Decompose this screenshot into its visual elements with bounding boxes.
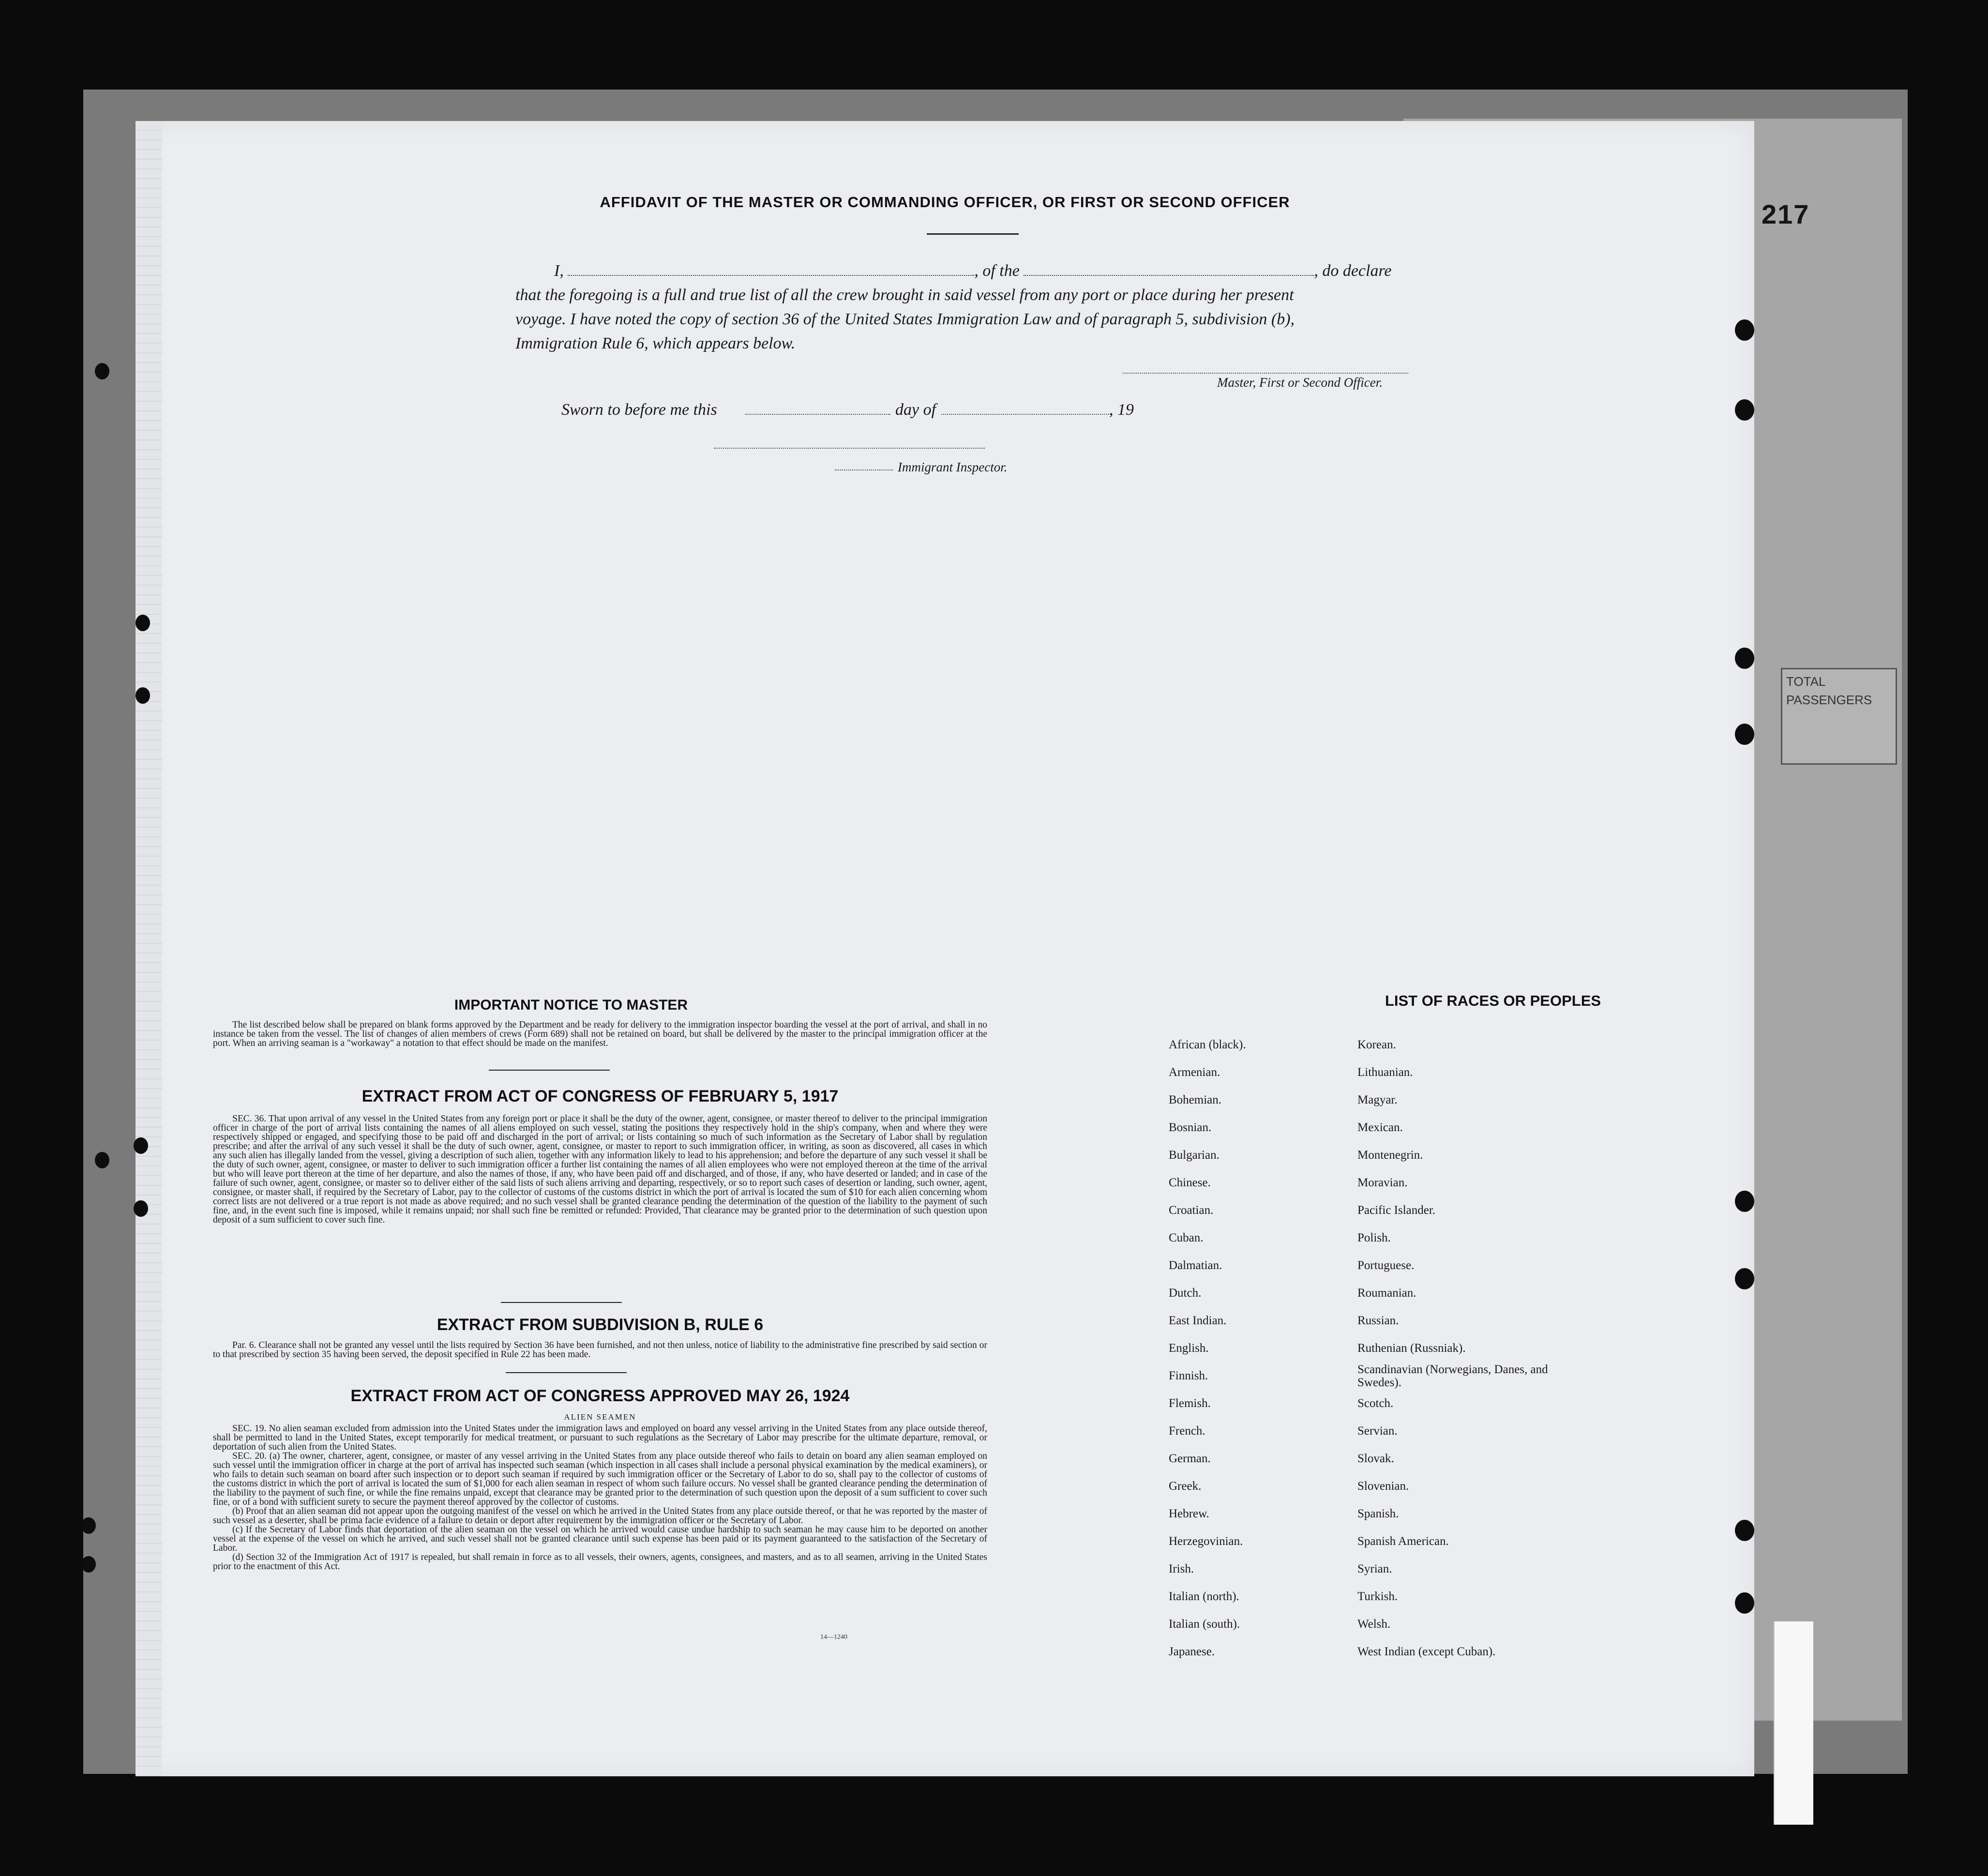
punch-hole: [136, 687, 150, 704]
paper-tab: [1774, 1621, 1813, 1825]
sec20d-paragraph: (d) Section 32 of the Immigration Act of 1917 is repealed, but shall remain in force as to all vessels, their owners, agents, consignees, and masters, and as to all seamen, arriving in the United States prior to the enactment of this Act.: [213, 1552, 987, 1572]
punch-hole: [81, 1556, 96, 1573]
punch-hole: [1735, 648, 1754, 669]
punch-hole: [95, 363, 109, 379]
race-item: Cuban.: [1169, 1231, 1204, 1244]
page-number: 217: [1762, 199, 1810, 229]
affidavit-line-1: [515, 259, 1575, 283]
affidavit-line-2: that the foregoing is a full and true list of all the crew brought in said vessel from any port or place during her present: [515, 286, 1294, 304]
race-item: Polish.: [1357, 1231, 1391, 1244]
total-box-line: PASSENGERS: [1786, 693, 1872, 707]
race-item: Italian (north).: [1169, 1590, 1239, 1603]
alien-seamen-subtitle: [213, 1412, 987, 1422]
race-item: Greek.: [1169, 1480, 1202, 1493]
name-blank[interactable]: [568, 262, 974, 276]
race-item: Irish.: [1169, 1562, 1194, 1575]
race-item: Japanese.: [1169, 1645, 1215, 1658]
race-item: Montenegrin.: [1357, 1149, 1423, 1162]
form-number: 14—1240: [820, 1634, 847, 1641]
act-1924-title: EXTRACT FROM ACT OF CONGRESS APPROVED MAY 26, 1924: [350, 1387, 850, 1405]
affidavit-of-the: , of the: [974, 262, 1020, 280]
section-rule: [489, 1070, 610, 1071]
race-item: Hebrew.: [1169, 1507, 1209, 1520]
rule6-paragraph: Par. 6. Clearance shall not be granted any vessel until the lists required by Section 36 have been furnished, and not then unless, notice of liability to the administrative fine prescribed by said section or to that prescribed by section 35 having been served, the deposit specified in Rule 22 has been made.: [213, 1340, 987, 1360]
affidavit-title: AFFIDAVIT OF THE MASTER OR COMMANDING OFFICER, OR FIRST OR SECOND OFFICER: [600, 194, 1290, 211]
sworn-day-blank[interactable]: [745, 414, 890, 415]
act-1917-paragraph: SEC. 36. That upon arrival of any vessel in the United States from any foreign port or place it shall be the duty of the owner, agent, consignee, or master thereof to deliver to the principal immigration officer in charge of the port of arrival lists containing the names of all aliens employed on such vessel, stating the positions they respectively hold in the ship's company, when and where they were respectively shipped or engaged, and specifying those to be paid off and discharged in the port of arrival; or lists containing so much of such information as the Secretary of Labor shall by regulation prescribe; and after the arrival of any such vessel it shall be the duty of such owner, agent, consignee, or master to report to such immigration officer, in writing, as soon as discovered, all cases in which any such alien has illegally landed from the vessel, giving a description of such alien, together with any information likely to lead to his apprehension; and before the departure of any such vessel it shall be the duty of such owner, agent, consignee, or master to deliver to such immigration officer a further list containing the names of all alien employees who were not employed thereon at the time of the arrival but who will leave port thereon at the time of her departure, and also the names of those, if any, who have been paid off and discharged, and of those, if any, who have deserted or landed; and in case of the failure of such owner, agent, consignee, or master so to deliver either of the said lists of such aliens arriving and departing, respectively, or so to report such cases of desertion or landing, such owner, agent, consignee, or master shall, if required by the Secretary of Labor, pay to the collector of customs of the customs district in which the port of arrival is located the sum of $10 for each alien concerning whom correct lists are not delivered or a true report is not made as above required; and no such vessel shall be granted clearance pending the determination of the question of the liability to the payment of such fine, and, in the event such fine is imposed, while it remains unpaid; nor shall such fine be remitted or refunded: Provided, That clearance may be granted prior to the determination of such question upon deposit of a sum sufficient to cover such fine.: [213, 1114, 987, 1225]
race-item: Syrian.: [1357, 1562, 1392, 1575]
race-item: Mexican.: [1357, 1121, 1403, 1134]
vessel-blank[interactable]: [1024, 262, 1314, 276]
race-item: Scotch.: [1357, 1397, 1394, 1410]
total-box-line: TOTAL: [1786, 674, 1826, 689]
day-of-label: day of: [895, 401, 936, 419]
sworn-month-blank[interactable]: [941, 414, 1111, 415]
race-item: East Indian.: [1169, 1314, 1227, 1327]
punch-hole: [1735, 399, 1754, 421]
punch-hole: [1735, 724, 1754, 745]
race-item: Flemish.: [1169, 1397, 1211, 1410]
race-item: Dalmatian.: [1169, 1259, 1222, 1272]
race-item: Spanish.: [1357, 1507, 1399, 1520]
section-rule: [501, 1302, 622, 1303]
inspector-signature-line[interactable]: [714, 448, 985, 449]
punch-hole: [1735, 1520, 1754, 1541]
race-item: Welsh.: [1357, 1618, 1391, 1631]
rule6-text: [213, 1341, 987, 1359]
inspector-label: Immigrant Inspector.: [898, 460, 1008, 474]
race-item: Slovenian.: [1357, 1480, 1409, 1493]
races-right-column: [1357, 1031, 1570, 1665]
binding-edge: [136, 121, 162, 1776]
sec19-paragraph: SEC. 19. No alien seaman excluded from admission into the United States under the immigration laws and employed on board any vessel arriving in the United States from any place outside thereof, shall be permitted to land in the United States, except temporarily for medical treatment, or pursuant to such regulations as the Secretary of Labor may prescribe for the ultimate departure, removal, or deportation of such alien from the United States.: [213, 1423, 987, 1452]
punch-hole: [81, 1517, 96, 1534]
punch-hole: [95, 1152, 109, 1168]
affidavit-i: I,: [554, 262, 564, 280]
punch-hole: [134, 1200, 148, 1217]
race-item: Dutch.: [1169, 1286, 1202, 1300]
document-page: [136, 121, 1754, 1776]
punch-hole: [134, 1137, 148, 1154]
sec20c-paragraph: (c) If the Secretary of Labor finds that deportation of the alien seaman on the vessel on which he arrived would cause undue hardship to such seaman he may cause him to be deported on another vessel at the expense of the vessel on which he arrived, and such vessel shall not be granted clearance until such expense has been paid or its payment guaranteed to the satisfaction of the Secretary of Labor.: [213, 1525, 987, 1553]
race-item: Portuguese.: [1357, 1259, 1415, 1272]
race-item: Roumanian.: [1357, 1286, 1416, 1300]
notice-text: [213, 1020, 987, 1048]
race-item: Italian (south).: [1169, 1618, 1240, 1631]
race-item: Russian.: [1357, 1314, 1399, 1327]
title-rule: [927, 233, 1019, 235]
race-item: Bohemian.: [1169, 1093, 1222, 1106]
punch-hole: [1735, 1268, 1754, 1289]
total-passengers-box: [1781, 668, 1897, 765]
master-signature-line[interactable]: [1123, 373, 1408, 374]
rule6-title: EXTRACT FROM SUBDIVISION B, RULE 6: [437, 1316, 764, 1334]
punch-hole: [136, 615, 150, 631]
alien-seamen-label: ALIEN SEAMEN: [564, 1412, 636, 1422]
race-item: Magyar.: [1357, 1093, 1398, 1106]
race-item: Scandinavian (Norwegians, Danes, and Swedes).: [1357, 1363, 1548, 1389]
race-item: Lithuanian.: [1357, 1066, 1413, 1079]
affidavit-body: [515, 259, 1575, 356]
affidavit-line-3: voyage. I have noted the copy of section 36 of the United States Immigration Law and of paragraph 5, subdivision (b),: [515, 310, 1295, 328]
race-item: English.: [1169, 1342, 1209, 1355]
race-item: Korean.: [1357, 1038, 1396, 1051]
race-item: Herzegovinian.: [1169, 1535, 1243, 1548]
act-1917-title: EXTRACT FROM ACT OF CONGRESS OF FEBRUARY 5, 1917: [361, 1087, 839, 1105]
sec20a-paragraph: SEC. 20. (a) The owner, charterer, agent, consignee, or master of any vessel arriving in the United States from any place outside thereof who fails to detain on board any alien seaman employed on such vessel until the immigration officer in charge at the port of arrival has inspected such seaman (which inspection in all cases shall include a personal physical examination by the medical examiners), or who fails to detain such seaman on board after such inspection or to deport such seaman if required by such immigration officer or the Secretary of Labor to do so, shall pay to the collector of customs of the customs district in which the port of arrival is located the sum of $1,000 for each alien seaman in respect of whom such failure occurs. No vessel shall be granted clearance pending the determination of the liability to the payment of such fine, or while the fine remains unpaid, except that clearance may be granted prior to the determination of such question upon the deposit of a sum sufficient to cover such fine, or of a bond with sufficient surety to secure the payment thereof approved by the collector of customs.: [213, 1451, 987, 1507]
race-item: Ruthenian (Russniak).: [1357, 1342, 1466, 1355]
race-item: Moravian.: [1357, 1176, 1408, 1189]
master-signature-label: Master, First or Second Officer.: [1217, 375, 1383, 390]
inspector-lead-dots: [835, 469, 893, 470]
races-left-column: [1169, 1031, 1348, 1665]
race-item: German.: [1169, 1452, 1211, 1465]
race-item: African (black).: [1169, 1038, 1246, 1051]
notice-paragraph: The list described below shall be prepared on blank forms approved by the Department and be ready for delivery to the immigration inspector boarding the vessel at the port of arrival, and shall in no instance be taken from the vessel. The list of changes of alien members of crews (Form 689) shall not be retained on board, but shall be delivered by the master to the principal immigration officer at the port. When an arriving seaman is a "workaway" a notation to that effect should be made on the manifest.: [213, 1020, 987, 1048]
race-item: Spanish American.: [1357, 1535, 1449, 1548]
section-rule: [506, 1372, 627, 1373]
race-item: Servian.: [1357, 1424, 1398, 1437]
race-item: Armenian.: [1169, 1066, 1220, 1079]
punch-hole: [1735, 319, 1754, 341]
race-item: Pacific Islander.: [1357, 1204, 1436, 1217]
race-item: Slovak.: [1357, 1452, 1394, 1465]
punch-hole: [1735, 1191, 1754, 1212]
race-item: Chinese.: [1169, 1176, 1211, 1189]
races-title: LIST OF RACES OR PEOPLES: [1385, 992, 1601, 1009]
sworn-label: Sworn to before me this: [561, 401, 717, 419]
affidavit-line-4: Immigration Rule 6, which appears below.: [515, 334, 796, 352]
affidavit-declare: , do declare: [1314, 262, 1392, 280]
year-label: , 19: [1109, 401, 1134, 419]
race-item: Bosnian.: [1169, 1121, 1212, 1134]
race-item: Finnish.: [1169, 1369, 1208, 1382]
notice-title: IMPORTANT NOTICE TO MASTER: [454, 997, 688, 1013]
punch-hole: [1735, 1592, 1754, 1614]
act-1924-text: [213, 1424, 987, 1571]
race-item: Bulgarian.: [1169, 1149, 1220, 1162]
race-item: Croatian.: [1169, 1204, 1214, 1217]
race-item: West Indian (except Cuban).: [1357, 1645, 1496, 1658]
race-item: French.: [1169, 1424, 1205, 1437]
act-1917-text: [213, 1114, 987, 1225]
race-item: Turkish.: [1357, 1590, 1398, 1603]
sec20b-paragraph: (b) Proof that an alien seaman did not appear upon the outgoing manifest of the vessel on which he arrived in the United States from any place outside thereof, or that he was reported by the master of such vessel as a deserter, shall be prima facie evidence of a failure to detain or deport after requirement by the immigration officer or the Secretary of Labor.: [213, 1506, 987, 1526]
